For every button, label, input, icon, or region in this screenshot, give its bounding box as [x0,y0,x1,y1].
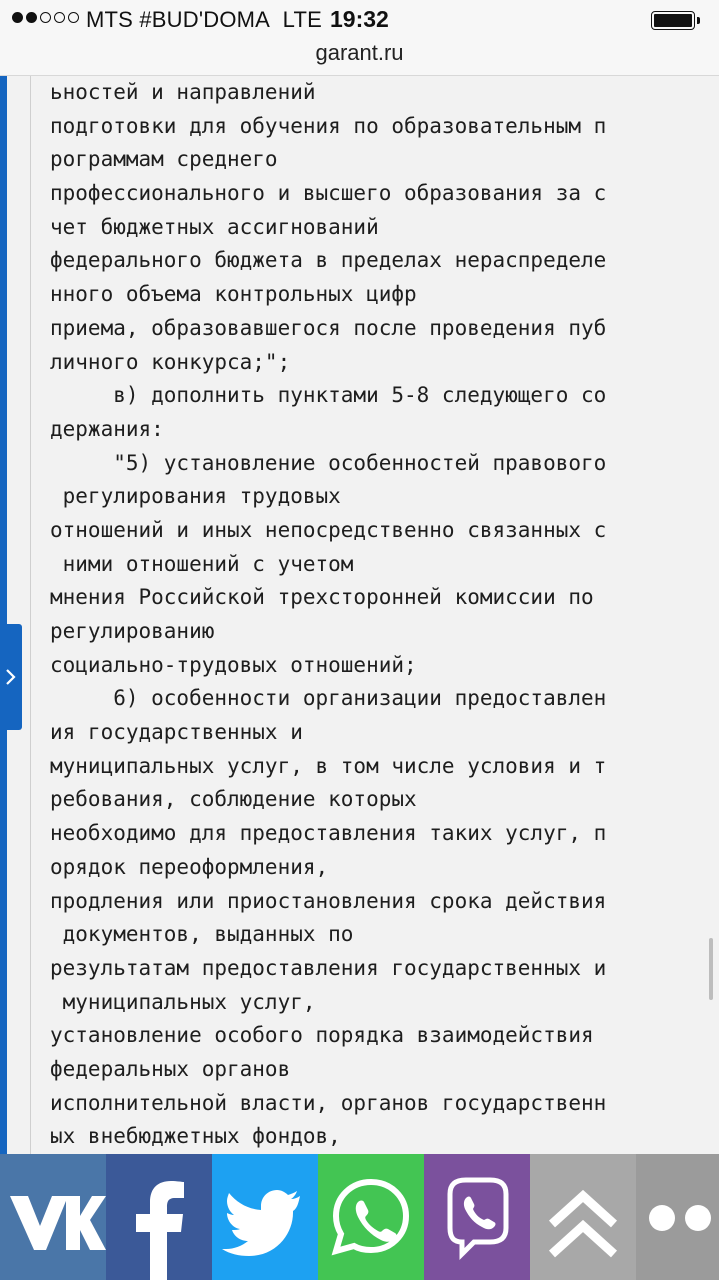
document-line: чет бюджетных ассигнований [50,214,379,239]
battery-icon [651,11,695,30]
twitter-share-button[interactable] [212,1154,318,1280]
whatsapp-share-button[interactable] [318,1154,424,1280]
document-line: приема, образовавшегося после проведения пуб [50,315,607,340]
side-menu-toggle[interactable] [0,624,22,730]
document-line: муниципальных услуг, [50,989,316,1014]
document-line: 6) особенности организации предоставлен [50,686,607,711]
left-accent-bar [0,76,7,1154]
document-line: нного объема контрольных цифр [50,282,417,307]
document-line: продления или приостановления срока действия [50,888,607,913]
document-line: мнения Российской трехсторонней комиссии по [50,585,594,610]
document-line: необходимо для предоставления таких услуг, п [50,821,607,846]
more-dots-icon [636,1154,719,1280]
document-line: федеральных органов [50,1056,291,1081]
document-line: ьностей и направлений [50,80,316,104]
facebook-icon [106,1154,212,1280]
more-share-button[interactable] [636,1154,719,1280]
signal-strength-icon [12,12,79,23]
document-line: федерального бюджета в пределах нераспределе [50,248,607,273]
document-line: рограммам среднего [50,147,278,172]
document-line: подготовки для обучения по образовательным п [50,113,607,138]
document-line: профессионального и высшего образования за с [50,181,607,206]
double-chevron-up-icon [530,1154,636,1280]
document-line: ия государственных и [50,720,303,745]
scroll-indicator [709,938,713,1000]
vk-share-button[interactable] [0,1154,106,1280]
document-line: установление особого порядка взаимодействия [50,1023,594,1048]
address-bar-url[interactable]: garant.ru [315,40,404,65]
viber-icon [424,1154,530,1280]
whatsapp-icon [318,1154,424,1280]
document-line: ребования, соблюдение которых [50,787,417,812]
document-text [50,76,690,1154]
status-bar [0,0,719,38]
content-divider [30,76,31,1154]
viber-share-button[interactable] [424,1154,530,1280]
chevron-right-icon [3,667,19,687]
document-line: в) дополнить пунктами 5-8 следующего со [50,383,607,408]
document-line: ых внебюджетных фондов, [50,1124,341,1149]
page-content[interactable] [0,76,719,1154]
vk-icon [0,1154,106,1280]
carrier-name: MTS #BUD'DOMA LTE [86,7,322,32]
share-bar [0,1154,719,1280]
document-line: держания: [50,416,164,441]
document-line: регулирования трудовых [50,484,341,509]
twitter-icon [212,1154,318,1280]
document-line: документов, выданных по [50,922,354,947]
document-line: результатам предоставления государственных и [50,955,607,980]
document-line: муниципальных услуг, в том числе условия и т [50,753,607,778]
document-line: исполнительной власти, органов государственн [50,1090,607,1115]
browser-top-bar [0,0,719,76]
document-line: ними отношений с учетом [50,551,354,576]
clock: 19:32 [330,6,389,32]
network-type: LTE [282,7,322,32]
document-line: орядок переоформления, [50,854,329,879]
document-line: "5) установление особенностей правового [50,450,607,475]
document-line: отношений и иных непосредственно связанных с [50,517,607,542]
document-line: регулированию [50,619,215,643]
scroll-to-top-button[interactable] [530,1154,636,1280]
document-line: личного конкурса;"; [50,349,291,374]
facebook-share-button[interactable] [106,1154,212,1280]
document-line: социально-трудовых отношений; [50,652,417,677]
